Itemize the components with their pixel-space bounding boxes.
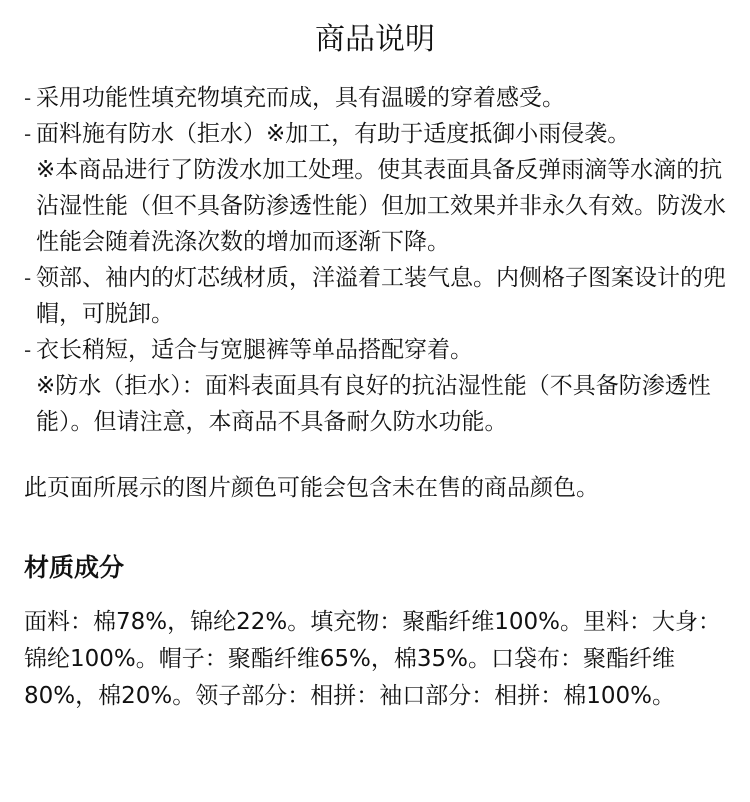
list-item-text: 面料施有防水（拒水）※加工，有助于适度抵御小雨侵袭。 [36, 121, 631, 147]
list-item-text: 采用功能性填充物填充而成，具有温暖的穿着感受。 [36, 85, 565, 111]
page-title: 商品说明 [315, 22, 435, 57]
bullet-dash: - [24, 86, 32, 110]
material-heading: 材质成分 [24, 553, 125, 582]
list-item [24, 80, 726, 116]
bullet-dash: - [24, 338, 32, 362]
list-item-note: ※本商品进行了防泼水加工处理。使其表面具备反弹雨滴等水滴的抗沾湿性能（但不具备防渗透性能）但加工效果并非永久有效。防泼水性能会随着洗涤次数的增加而逐渐下降。 [36, 157, 726, 255]
bullet-dash: - [24, 122, 32, 146]
material-composition: 面料：棉78%，锦纶22%。填充物：聚酯纤维100%。里料：大身：锦纶100%。帽子：聚酯纤维65%，棉35%。口袋布：聚酯纤维80%，棉20%。领子部分：相拼：袖口部分：相拼：棉100%。 [24, 609, 721, 709]
list-item [24, 116, 726, 152]
list-item-note: ※防水（拒水）：面料表面具有良好的抗沾湿性能（不具备防渗透性能）。但请注意，本商品不具备耐久防水功能。 [36, 373, 711, 435]
list-item [24, 260, 726, 332]
list-item [24, 332, 726, 368]
list-item-text: 领部、袖内的灯芯绒材质，洋溢着工装气息。内侧格子图案设计的兜帽，可脱卸。 [36, 265, 726, 327]
list-item-text: 衣长稍短，适合与宽腿裤等单品搭配穿着。 [36, 337, 473, 363]
description-list [24, 80, 726, 440]
bullet-dash: - [24, 266, 32, 290]
color-disclaimer: 此页面所展示的图片颜色可能会包含未在售的商品颜色。 [24, 475, 599, 501]
